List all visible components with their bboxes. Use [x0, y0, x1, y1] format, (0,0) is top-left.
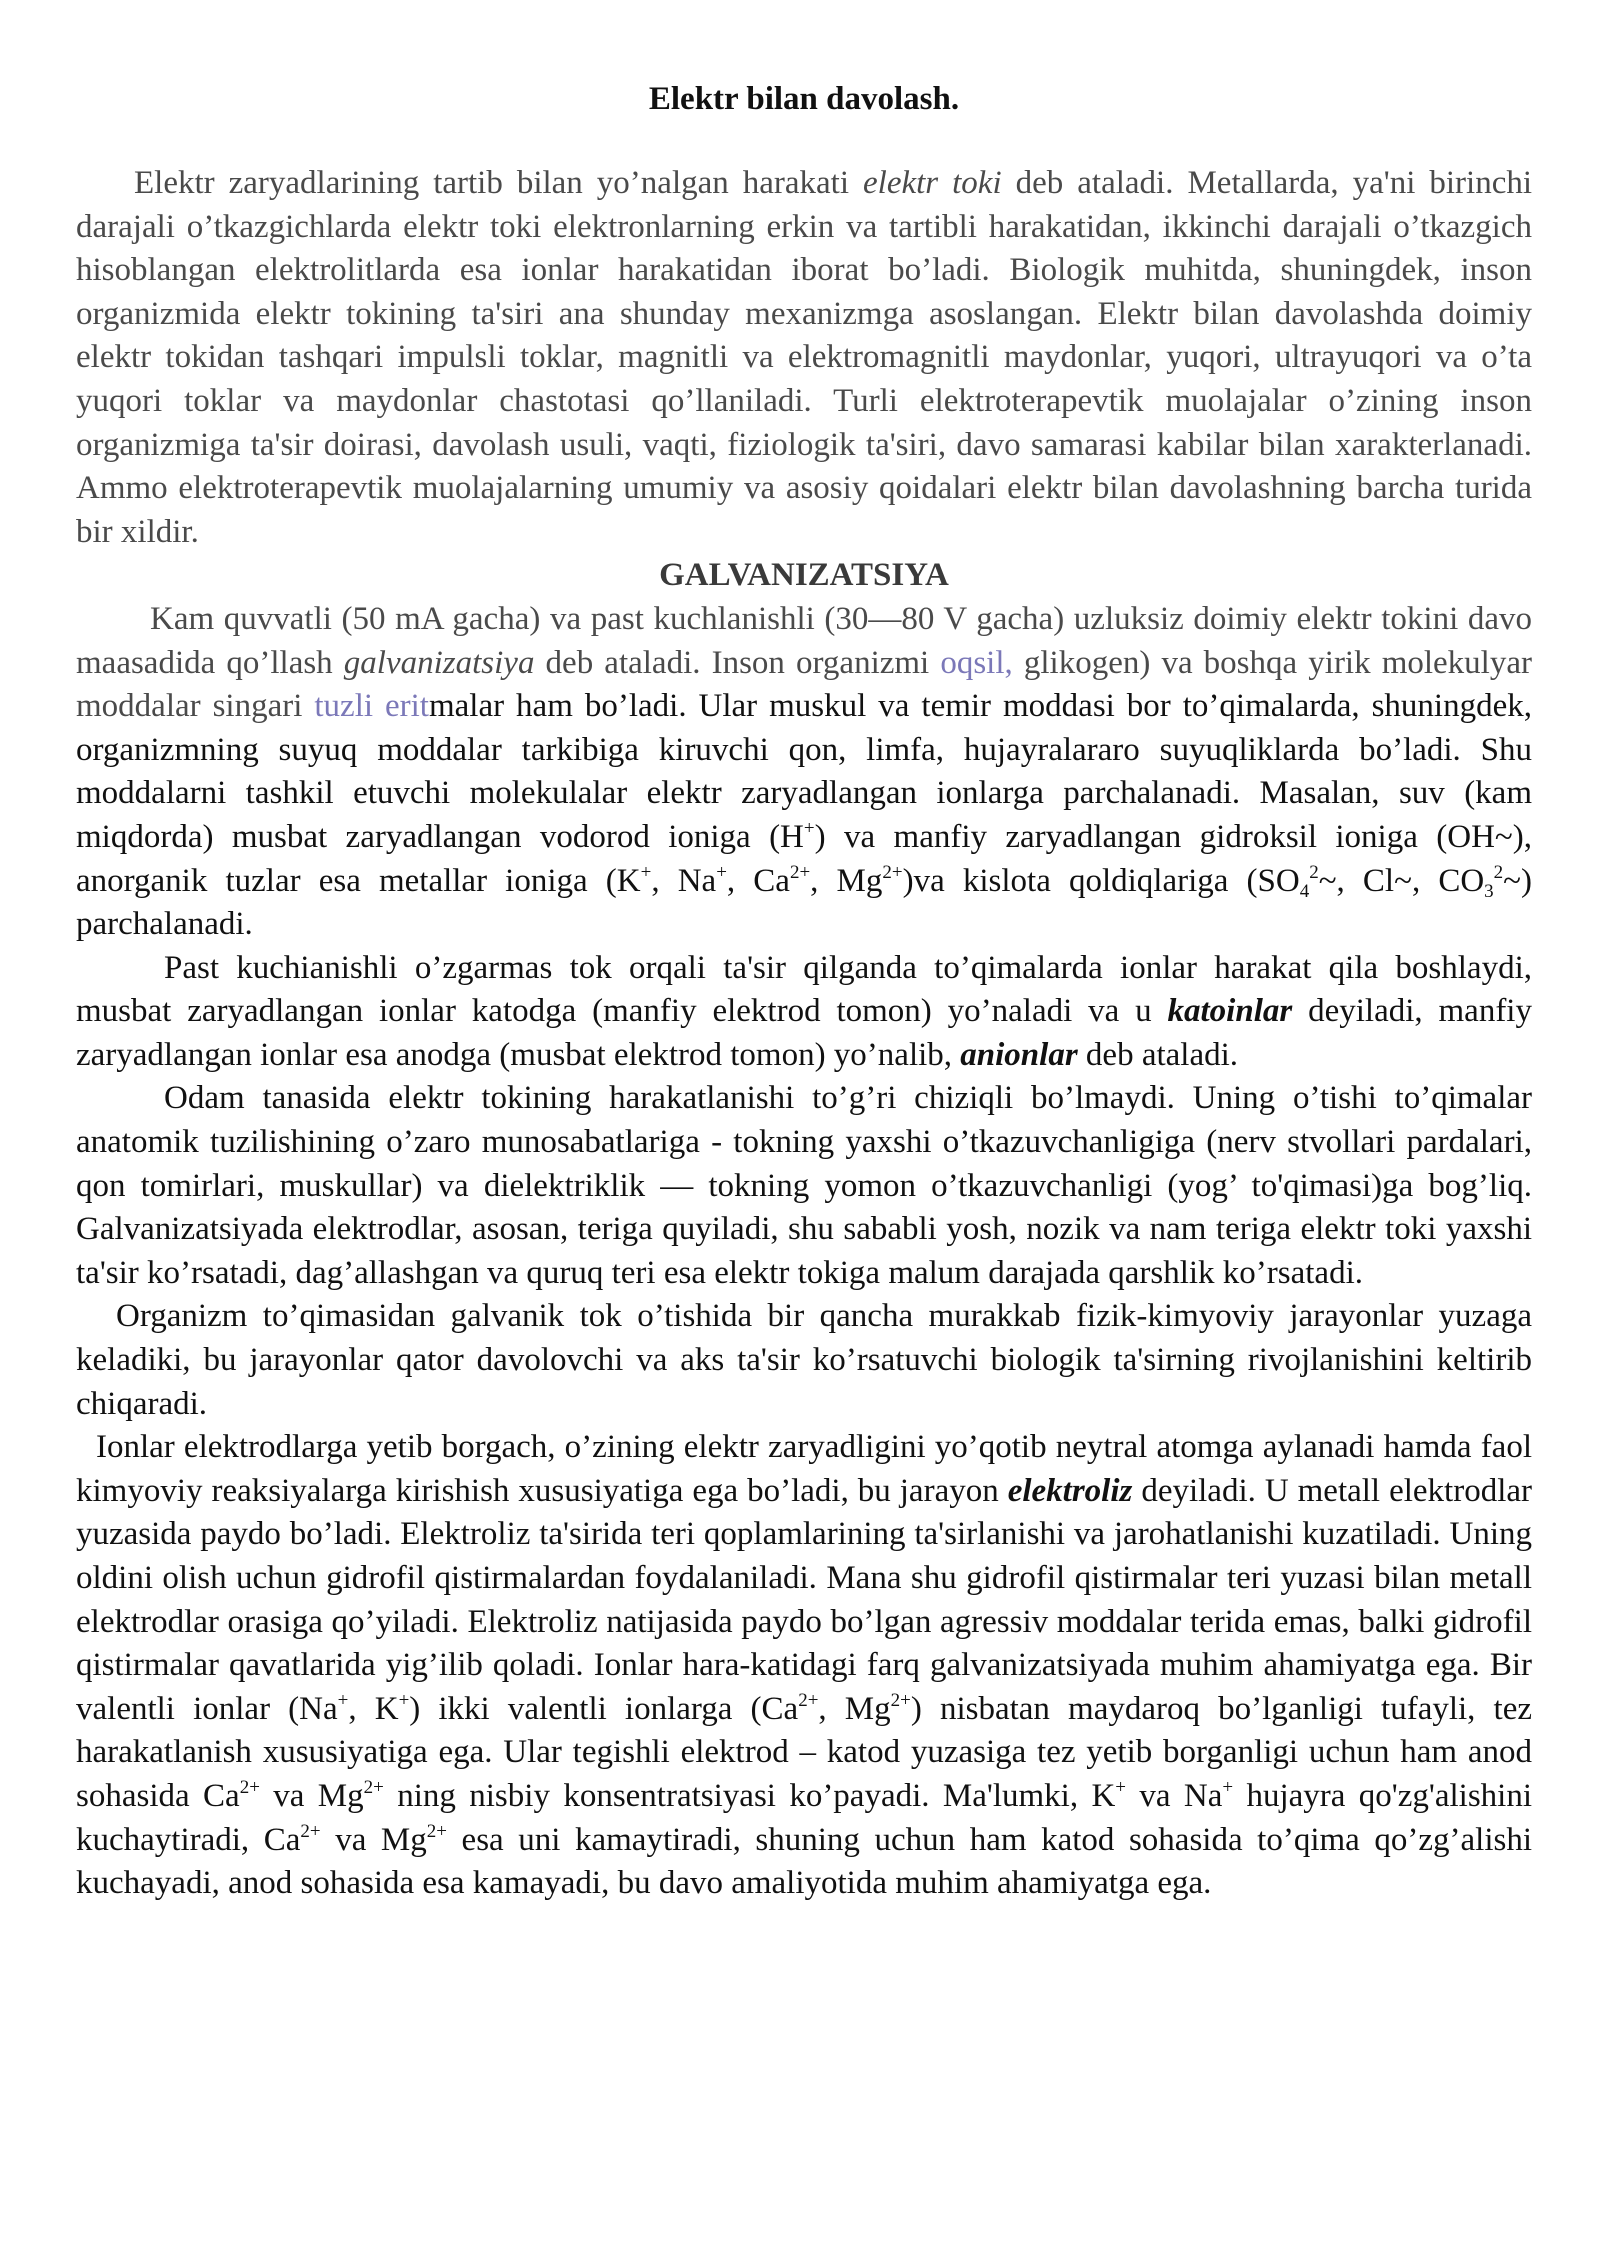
text-run: deb ataladi. Metallarda, ya'ni birinchi darajali o’tkazgichlarda elektr toki elektronlarning erkin va tartibli harakatidan, ikkinchi darajali o’tkazgich hisoblangan elektrolitlarda esa ionlar harakatidan iborat bo’ladi. Biologik muhitda, shuningdek, inson organizmida elektr tokining ta'siri ana shunday mexanizmga asoslangan. Elektr bilan davolashda doimiy elektr tokidan tashqari impulsli toklar, magnitli va elektromagnitli maydonlar, yuqori, ultrayuqori va o’ta yuqori toklar va maydonlar chastotasi qo’llaniladi. Turli elektroterapevtik muolajalar o’zining inson organizmiga ta'sir doirasi, davolash usuli, vaqti, fiziologik ta'siri, davo samarasi kabilar bilan xarakterlanadi. Ammo elektroterapevtik muolajalarning umumiy va asosiy qoidalari elektr bilan davolashning barcha turida bir xildir.	[76, 165, 1533, 550]
text-run: Elektr zaryadlarining tartib bilan yo’nalgan harakati	[134, 165, 864, 201]
superscript: +	[337, 1689, 349, 1711]
subscript: 3	[1484, 880, 1494, 902]
paragraph-current-path: Odam tanasida elektr tokining harakatlanishi to’g’ri chiziqli bo’lmaydi. Uning o’tishi to’qimalar anatomik tuzilishining o’zaro munosabatlariga - tokning yaxshi o’tkazuvchanligiga (nerv stvollari pardalari, qon tomirlari, muskullar) va dielektriklik — tokning yomon o’tkazuvchanligi (yog’ to'qimasi)ga bog’liq. Galvanizatsiyada elektrodlar, asosan, teriga quyiladi, shu sababli yosh, nozik va nam teriga elektr toki yaxshi ta'sir ko’rsatadi, dag’allashgan va quruq teri esa elektr tokiga malum darajada qarshlik ko’rsatadi.	[76, 1080, 1532, 1291]
text-run: , Ca	[726, 862, 790, 899]
text-run: )va kislota qoldiqlariga (SO	[902, 862, 1300, 899]
superscript: 2+	[239, 1776, 260, 1798]
superscript: 2+	[890, 1689, 911, 1711]
superscript: +	[1115, 1776, 1127, 1798]
document-page	[76, 72, 1532, 1906]
text-run: ~, Cl~, CO	[1318, 862, 1485, 899]
text-run: glikogen) va boshqa yirik molekulyar moddalar singari	[76, 644, 1532, 725]
superscript: 2	[1309, 861, 1319, 883]
text-run: hujayra qo'zg'alishini kuchaytiradi, Ca	[76, 1777, 1533, 1858]
superscript: +	[640, 861, 652, 883]
text-run: esa uni kamaytiradi, shuning uchun ham katod sohasida to’qima qo’zg’alishi kuchayadi, anod sohasida esa kamayadi, bu davo amaliyotida muhim ahamiyatga ega.	[76, 1821, 1533, 1902]
term-elektroliz: elektroliz	[1007, 1472, 1133, 1509]
text-run: va Mg	[320, 1821, 427, 1858]
superscript: +	[398, 1689, 410, 1711]
paragraph-ions	[76, 947, 1532, 1078]
superscript: +	[716, 861, 727, 883]
text-run: ) ikki valentli ionlarga (Ca	[409, 1690, 799, 1727]
superscript: +	[1222, 1776, 1234, 1798]
term-galvanizatsiya: galvanizatsiya	[343, 644, 535, 681]
subscript: 4	[1299, 880, 1310, 902]
text-run: va Na	[1126, 1777, 1223, 1814]
superscript: 2+	[426, 1820, 447, 1842]
superscript: 2+	[789, 861, 811, 883]
superscript: 2+	[300, 1820, 321, 1842]
text-run: deb ataladi. Inson organizmi	[534, 644, 941, 681]
hyperlink-oqsil[interactable]: oqsil,	[940, 644, 1013, 681]
text-run: ning nisbiy konsentratsiyasi ko’payadi. Ma'lumki, K	[383, 1777, 1116, 1814]
text-run: , K	[348, 1690, 399, 1727]
text-run: , Mg	[810, 862, 883, 899]
text-run: Ionlar elektrodlarga yetib borgach, o’zining elektr zaryadligini yo’qotib neytral atomga aylanadi hamda faol kimyoviy reaksiyalarga kirishish xususiyatiga ega bo’ladi, bu jarayon	[76, 1429, 1532, 1509]
paragraph-intro	[76, 162, 1532, 554]
term-anionlar: anionlar	[960, 1036, 1078, 1073]
hyperlink-tuzli-erit[interactable]: tuzli erit	[314, 688, 429, 725]
superscript: 2+	[798, 1689, 819, 1711]
text-run: malar ham bo’ladi. Ular muskul va temir moddasi bor to’qimalarda, shuningdek, organizmning suyuq moddalar tarkibiga kiruvchi qon, limfa, hujayralararo suyuqliklarda bo’ladi. Shu moddalarni tashkil etuvchi molekulalar elektr zaryadlangan ionlarga parchalanadi. Masalan, suv (kam miqdorda) musbat zaryadlangan vodorod ioniga (H	[76, 688, 1532, 855]
text-run: ~) parchalanadi.	[76, 862, 1533, 943]
text-run: va Mg	[259, 1777, 364, 1814]
term-katoinlar: katoinlar	[1167, 993, 1293, 1030]
text-run: ) nisbatan maydaroq bo’lganligi tufayli, tez harakatlanish xususiyatiga ega. Ular tegishli elektrod – katod yuzasiga tez yetib borganligi uchun ham anod sohasida Ca	[76, 1690, 1533, 1814]
text-run: ) va manfiy zaryadlangan gidroksil ioniga (OH~), anorganik tuzlar esa metallar ioniga (K	[76, 818, 1532, 899]
superscript: 2+	[882, 861, 903, 883]
text-run: deyiladi. U metall elektrodlar yuzasida paydo bo’ladi. Elektroliz ta'sirida teri qoplamlarining ta'sirlanishi va jarohatlanishi kuzatiladi. Uning oldini olish uchun gidrofil qistirmalardan foydalaniladi. Mana shu gidrofil qistirmalar teri yuzasi bilan metall elektrodlar orasiga qo’yiladi. Elektroliz natijasida paydo bo’lgan agressiv moddalar terida emas, balki gidrofil qistirmalar qavatlarida yig’ilib qoladi. Ionlar hara-katidagi farq galvanizatsiyada muhim ahamiyatga ega. Bir valentli ionlar (Na	[76, 1472, 1532, 1727]
paragraph-processes: Organizm to’qimasidan galvanik tok o’tishida bir qancha murakkab fizik-kimyoviy jarayonlar yuzaga keladiki, bu jarayonlar qator davolovchi va aks ta'sir ko’rsatuvchi biologik ta'sirning rivojlanishini keltirib chiqaradi.	[76, 1298, 1532, 1422]
text-run: deyiladi, manfiy zaryadlangan ionlar esa anodga (musbat elektrod tomon) yo’nalib,	[76, 993, 1532, 1073]
paragraph-electrolysis	[76, 1426, 1532, 1906]
text-run: deb ataladi.	[1077, 1036, 1239, 1073]
text-run: Kam quvvatli (50 mA gacha) va past kuchlanishli (30—80 V gacha) uzluksiz doimiy elektr tokini davo maasadida qo’llash	[76, 600, 1532, 681]
text-run: , Mg	[818, 1690, 891, 1727]
superscript: 2+	[363, 1776, 384, 1798]
superscript: 2	[1493, 861, 1504, 883]
superscript: +	[803, 817, 815, 839]
term-elektr-toki: elektr toki	[863, 165, 1002, 201]
text-run: , Na	[651, 862, 717, 899]
paragraph-galvanization	[76, 598, 1532, 947]
document-title: Elektr bilan davolash.	[648, 81, 960, 117]
section-heading: GALVANIZATSIYA	[659, 557, 949, 594]
text-run: Past kuchianishli o’zgarmas tok orqali ta'sir qilganda to’qimalarda ionlar harakat qila boshlaydi, musbat zaryadlangan ionlar katodga (manfiy elektrod tomon) yo’naladi va u	[76, 949, 1532, 1030]
